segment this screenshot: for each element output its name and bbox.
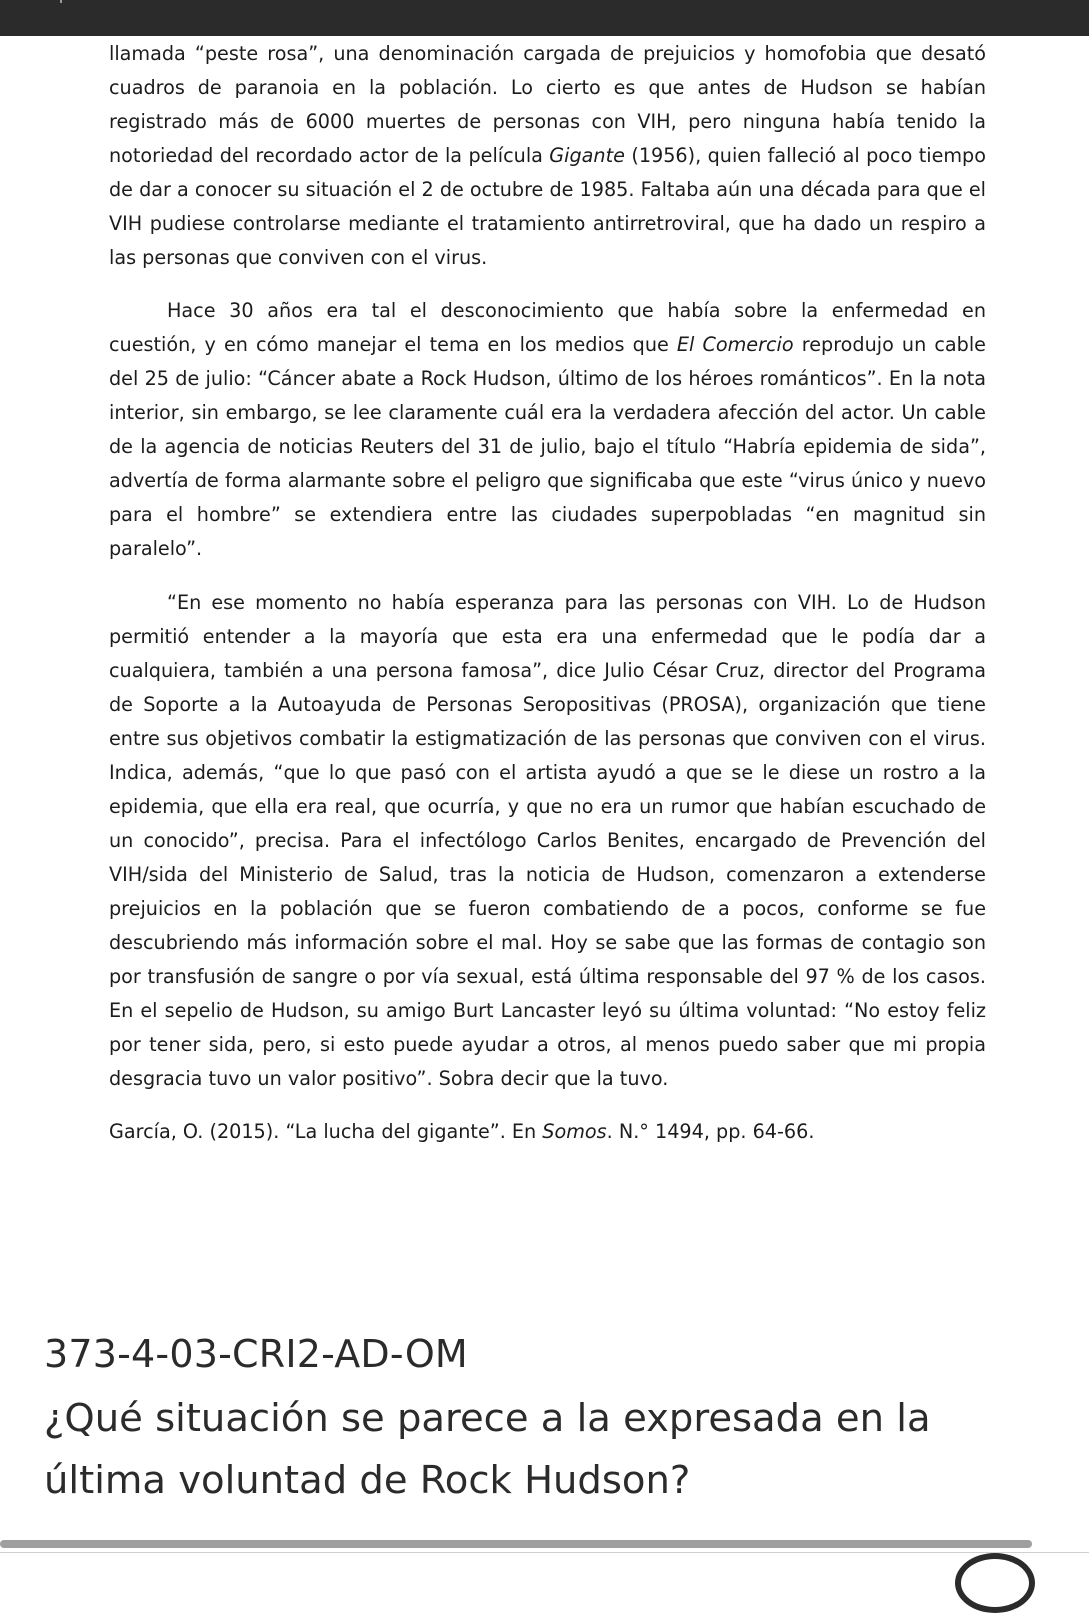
text-run: (1956), quien falleció al poco tiempo de dar a conocer su situación el 2 de octubre de 1985. Faltaba aún una década para que el VIH pudiese controlarse mediante el tratamiento antirretroviral, que ha dado un respiro a las personas que conviven con el virus. <box>109 144 986 269</box>
top-bar-marker <box>60 0 62 3</box>
text-run: García, O. (2015). “La lucha del gigante”. En <box>109 1120 543 1143</box>
question-code: 373-4-03-CRI2-AD-OM <box>44 1332 468 1376</box>
paragraph-1 <box>109 37 986 275</box>
horizontal-scrollbar[interactable] <box>0 1537 1089 1551</box>
partial-circle-icon <box>955 1553 1035 1613</box>
italic-title: Gigante <box>549 144 625 167</box>
document-image <box>109 37 986 1149</box>
paragraph-2 <box>109 294 986 566</box>
divider <box>0 1552 1089 1553</box>
italic-title: Somos <box>542 1120 607 1143</box>
text-run: Hace 30 años era tal el desconocimiento que había sobre la enfermedad en cuestión, y en cómo manejar el tema en los medios que <box>109 299 986 356</box>
text-run: “En ese momento no había esperanza para las personas con VIH. Lo de Hudson permitió entender a la mayoría que esta era una enfermedad que le podía dar a cualquiera, también a una persona famosa”, dice Julio César Cruz, director del Programa de Soporte a la Autoayuda de Personas Seropositivas (PROSA), organización que tiene entre sus objetivos combatir la estigmatización de las personas que conviven con el virus. Indica, además, “que lo que pasó con el artista ayudó a que se le diese un rostro a la epidemia, que ella era real, que ocurría, y que no era un rumor que habían escuchado de un conocido”, precisa. Para el infectólogo Carlos Benites, encargado de Prevención del VIH/sida del Ministerio de Salud, tras la noticia de Hudson, comenzaron a extenderse prejuicios en la población que se fueron combatiendo de a pocos, conforme se fue descubriendo más información sobre el mal. Hoy se sabe que las formas de contagio son por transfusión de sangre o por vía sexual, está última responsable del 97 % de los casos. En el sepelio de Hudson, su amigo Burt Lancaster leyó su última voluntad: “No estoy feliz por tener sida, pero, si esto puede ayudar a otros, al menos puedo saber que mi propia desgracia tuvo un valor positivo”. Sobra decir que la tuvo. <box>109 591 986 1090</box>
italic-title: El Comercio <box>676 333 794 356</box>
text-run: . N.° 1494, pp. 64-66. <box>606 1120 815 1143</box>
text-run: reprodujo un cable del 25 de julio: “Cáncer abate a Rock Hudson, último de los héroes románticos”. En la nota interior, sin embargo, se lee claramente cuál era la verdadera afección del actor. Un cable de la agencia de noticias Reuters del 31 de julio, bajo el título “Habría epidemia de sida”, advertía de forma alarmante sobre el peligro que significaba que este “virus único y nuevo para el hombre” se extendiera entre las ciudades superpobladas “en magnitud sin paralelo”. <box>109 333 986 560</box>
scrollbar-thumb[interactable] <box>0 1540 1032 1548</box>
question-text: ¿Qué situación se parece a la expresada en la última voluntad de Rock Hudson? <box>44 1396 931 1503</box>
paragraph-3 <box>109 586 986 1096</box>
text-run: llamada “peste rosa”, una denominación cargada de prejuicios y homofobia que desató cuadros de paranoia en la población. Lo cierto es que antes de Hudson se habían registrado más de 6000 muertes de personas con VIH, pero ninguna había tenido la notoriedad del recordado actor de la película <box>109 42 986 167</box>
top-bar <box>0 0 1089 36</box>
citation <box>109 1115 986 1149</box>
